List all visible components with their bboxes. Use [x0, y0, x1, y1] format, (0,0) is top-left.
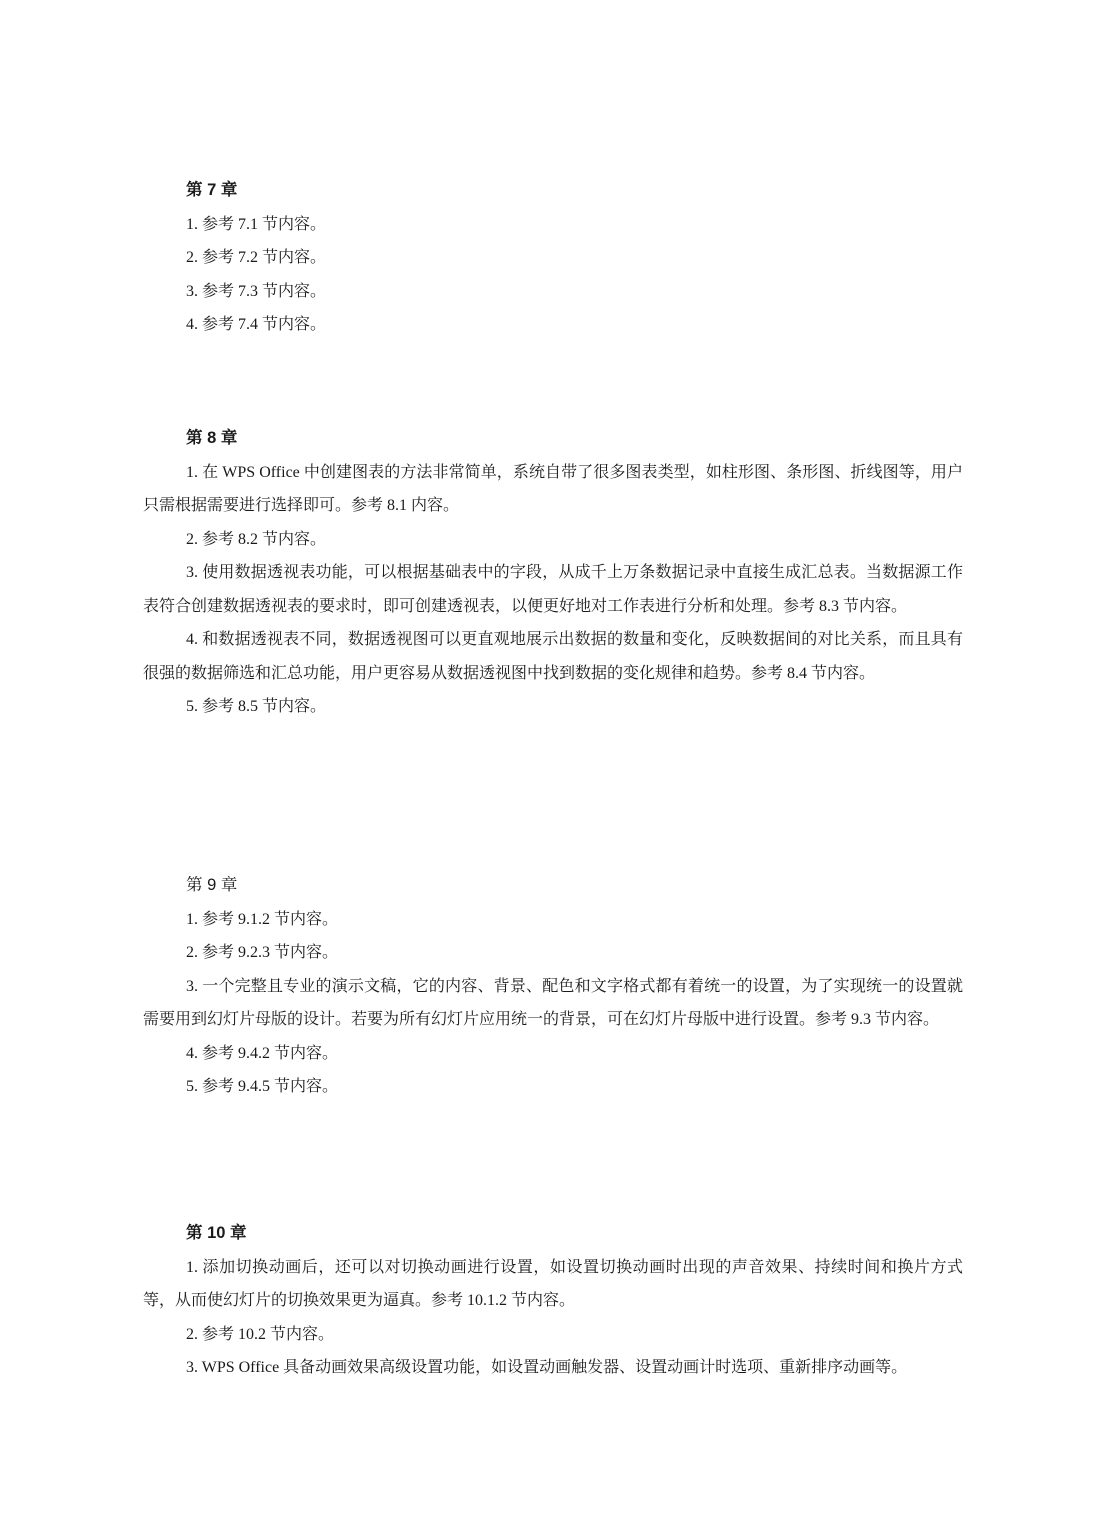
chapter-7-item: 1. 参考 7.1 节内容。: [186, 215, 327, 233]
chapter-8-item: 3. 使用数据透视表功能，可以根据基础表中的字段，从成千上万条数据记录中直接生成汇总表。当数据源工作表符合创建数据透视表的要求时，即可创建透视表，以便更好地对工作表进行分析和处理。参考 8.3 节内容。: [143, 564, 963, 615]
chapter-9-item: 2. 参考 9.2.3 节内容。: [186, 944, 339, 961]
chapter-7-title: 第 7 章: [186, 181, 238, 199]
chapter-8-item: 1. 在 WPS Office 中创建图表的方法非常简单，系统自带了很多图表类型，如柱形图、条形图、折线图等，用户只需根据需要进行选择即可。参考 8.1 内容。: [143, 463, 963, 514]
chapter-9-title: 第 9 章: [186, 876, 238, 894]
chapter-8-title: 第 8 章: [186, 429, 238, 447]
chapter-7-section: [143, 174, 963, 342]
chapter-9-section: [143, 869, 963, 1104]
chapter-7-item: 2. 参考 7.2 节内容。: [186, 249, 327, 266]
chapter-8-item: 5. 参考 8.5 节内容。: [186, 698, 327, 715]
chapter-10-title: 第 10 章: [186, 1224, 247, 1242]
chapter-10-item: 1. 添加切换动画后，还可以对切换动画进行设置，如设置切换动画时出现的声音效果、持续时间和换片方式等，从而使幻灯片的切换效果更为逼真。参考 10.1.2 节内容。: [143, 1258, 963, 1309]
chapter-9-item: 3. 一个完整且专业的演示文稿，它的内容、背景、配色和文字格式都有着统一的设置，为了实现统一的设置就需要用到幻灯片母版的设计。若要为所有幻灯片应用统一的背景，可在幻灯片母版中进行设置。参考 9.3 节内容。: [143, 977, 963, 1028]
chapter-9-item: 1. 参考 9.1.2 节内容。: [186, 910, 339, 928]
chapter-8-section: [143, 422, 963, 724]
chapter-9-item: 5. 参考 9.4.5 节内容。: [186, 1078, 339, 1095]
chapter-10-item: 2. 参考 10.2 节内容。: [186, 1325, 335, 1343]
chapter-10-item: 3. WPS Office 具备动画效果高级设置功能，如设置动画触发器、设置动画计时选项、重新排序动画等。: [186, 1359, 908, 1376]
chapter-10-section: [143, 1217, 963, 1385]
chapter-7-item: 4. 参考 7.4 节内容。: [186, 316, 327, 333]
chapter-9-item: 4. 参考 9.4.2 节内容。: [186, 1044, 339, 1062]
chapter-7-item: 3. 参考 7.3 节内容。: [186, 282, 327, 300]
chapter-8-item: 2. 参考 8.2 节内容。: [186, 530, 327, 548]
chapter-8-item: 4. 和数据透视表不同，数据透视图可以更直观地展示出数据的数量和变化，反映数据间的对比关系，而且具有很强的数据筛选和汇总功能，用户更容易从数据透视图中找到数据的变化规律和趋势。参考 8.4 节内容。: [143, 631, 963, 682]
